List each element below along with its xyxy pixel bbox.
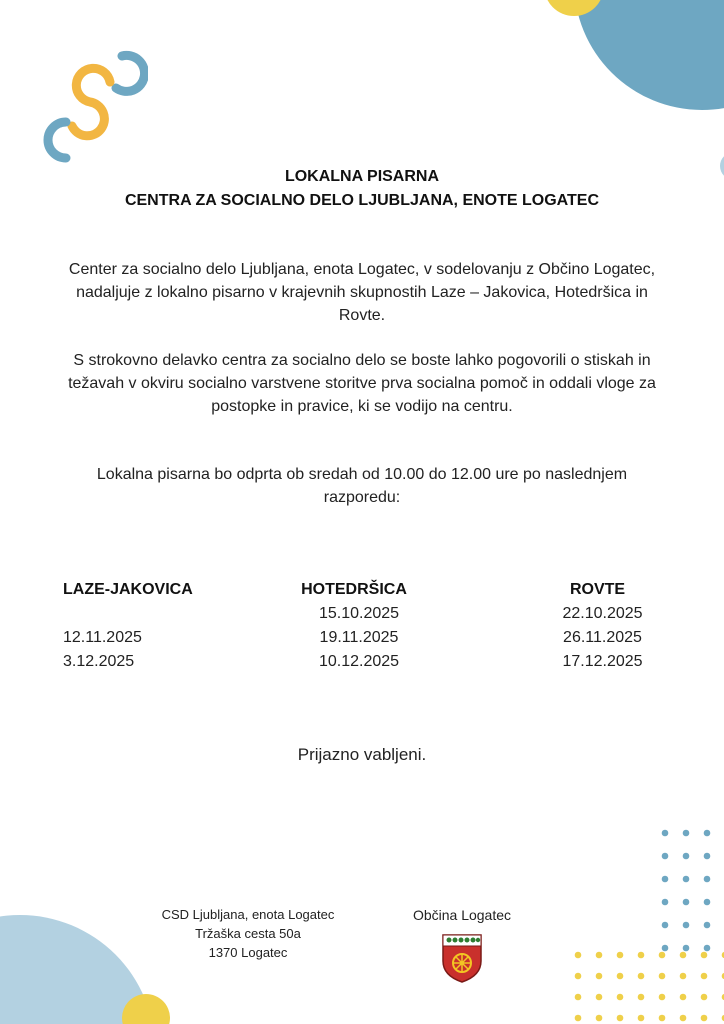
decorative-dot <box>575 1015 582 1022</box>
csd-city: 1370 Logatec <box>208 945 288 960</box>
decorative-dot <box>662 945 669 952</box>
decorative-dot <box>683 899 690 906</box>
decorative-dot <box>575 994 582 1001</box>
schedule-heading: ROVTE <box>569 581 626 598</box>
decorative-dot <box>704 853 711 860</box>
decorative-dot <box>575 973 582 980</box>
hours-paragraph: Lokalna pisarna bo odprta ob sredah od 10.00 do 12.00 ure po naslednjem razporedu: <box>96 466 628 506</box>
decorative-dot <box>683 945 690 952</box>
service-paragraph: S strokovno delavko centra za socialno delo se boste lahko pogovorili o stiskah in težavah v okviru socialno varstvene storitve prva socialna pomoč in oddali vloge za postopke in pravice, ki se vodijo na centru. <box>68 352 656 415</box>
decorative-dot <box>680 973 687 980</box>
schedule-date: 17.12.2025 <box>562 653 643 670</box>
decorative-dot <box>680 994 687 1001</box>
csd-logo-icon <box>38 40 148 170</box>
decorative-dot <box>662 876 669 883</box>
schedule-date: 19.11.2025 <box>319 629 399 646</box>
municipality-name: Občina Logatec <box>412 907 512 923</box>
decorative-dot <box>659 952 666 959</box>
decorative-dot <box>701 1015 708 1022</box>
decorative-dot <box>662 853 669 860</box>
schedule-date: 3.12.2025 <box>63 653 135 670</box>
decorative-dot <box>704 830 711 837</box>
decorative-dot <box>659 994 666 1001</box>
decorative-dot <box>617 994 624 1001</box>
decorative-dot <box>704 876 711 883</box>
decorative-dot <box>575 952 582 959</box>
decorative-dot <box>704 922 711 929</box>
decorative-dot <box>617 973 624 980</box>
schedule-date: 26.11.2025 <box>563 629 642 646</box>
decorative-dot <box>638 1015 645 1022</box>
decorative-dot <box>662 899 669 906</box>
page-title <box>0 165 724 213</box>
decorative-dot <box>704 945 711 952</box>
decorative-dot <box>596 973 603 980</box>
decorative-dot <box>662 922 669 929</box>
schedule-date: 15.10.2025 <box>318 605 400 622</box>
decorative-dot <box>596 1015 603 1022</box>
title-line-1: LOKALNA PISARNA <box>284 168 440 185</box>
decorative-dot <box>701 952 708 959</box>
decorative-dot <box>617 1015 624 1022</box>
schedule-column-laze <box>63 578 263 674</box>
decorative-dot <box>638 994 645 1001</box>
schedule-column-hotedrsica <box>264 578 454 674</box>
decorative-dot <box>680 1015 687 1022</box>
decorative-dot <box>617 952 624 959</box>
schedule-date <box>63 602 263 626</box>
decorative-dot <box>638 952 645 959</box>
schedule-date: 22.10.2025 <box>562 605 643 622</box>
decorative-dot <box>659 1015 666 1022</box>
closing-text: Prijazno vabljeni. <box>297 745 427 764</box>
decorative-dot <box>701 994 708 1001</box>
decorative-dot <box>683 830 690 837</box>
csd-address <box>140 905 356 962</box>
decorative-dot <box>683 876 690 883</box>
schedule-date: 12.11.2025 <box>63 629 142 646</box>
schedule-column-rovte <box>510 578 695 674</box>
decorative-dot <box>683 922 690 929</box>
decorative-dot <box>701 973 708 980</box>
decorative-dot <box>659 973 666 980</box>
logatec-crest-icon <box>441 933 483 983</box>
decorative-dot <box>704 899 711 906</box>
schedule-date: 10.12.2025 <box>318 653 400 670</box>
csd-name: CSD Ljubljana, enota Logatec <box>161 907 335 922</box>
intro-paragraph: Center za socialno delo Ljubljana, enota Logatec, v sodelovanju z Občino Logatec, nadaljuje z lokalno pisarno v krajevnih skupnostih Laze – Jakovica, Hotedršica in Rovte. <box>68 261 656 324</box>
decorative-dot <box>596 952 603 959</box>
decorative-dot <box>662 830 669 837</box>
schedule-heading: LAZE-JAKOVICA <box>63 581 193 598</box>
csd-street: Tržaška cesta 50a <box>195 926 301 941</box>
decorative-dot <box>683 853 690 860</box>
top-right-decoration <box>540 0 724 190</box>
dot-pattern-decoration <box>560 820 724 1024</box>
title-line-2: CENTRA ZA SOCIALNO DELO LJUBLJANA, ENOTE LOGATEC <box>124 192 600 209</box>
decorative-dot <box>638 973 645 980</box>
decorative-dot <box>680 952 687 959</box>
decorative-dot <box>596 994 603 1001</box>
schedule-heading: HOTEDRŠICA <box>301 581 407 598</box>
